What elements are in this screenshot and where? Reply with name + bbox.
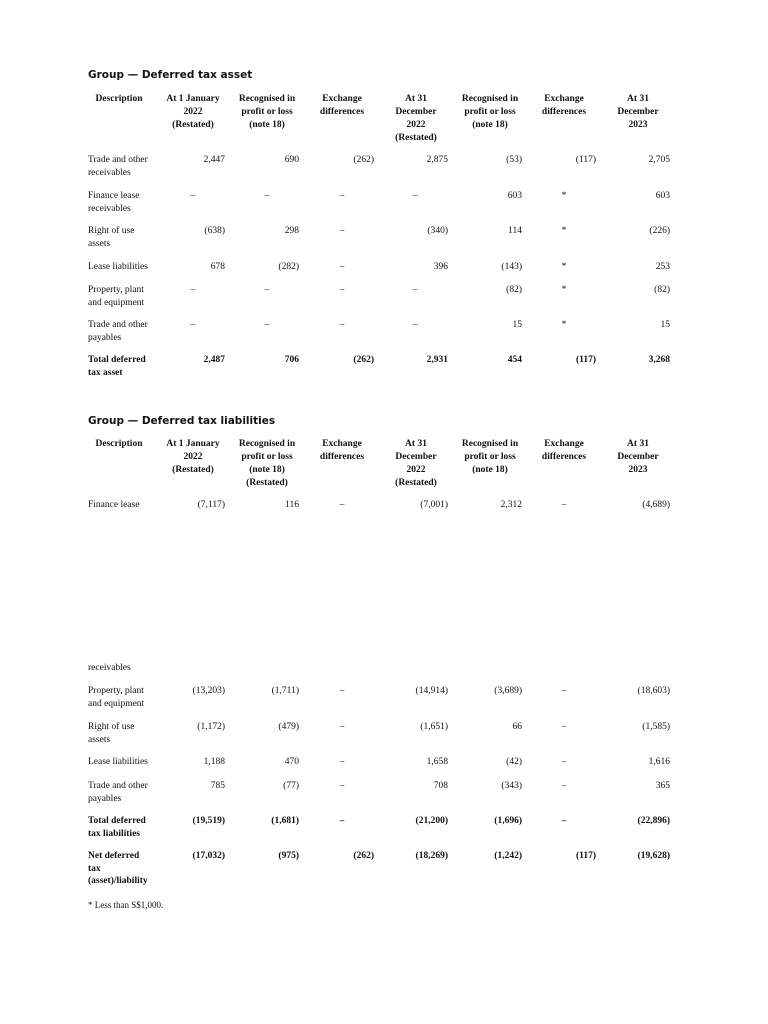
row-label: Total deferred tax liabilities [88, 816, 146, 839]
value-recognised-2022: (1,711) [271, 686, 299, 696]
row-label: Lease liabilities [88, 757, 148, 767]
value-recognised-2023: 15 [512, 320, 522, 330]
value-exchange-2022: – [339, 500, 345, 510]
column-header-exchange-2022: Exchange differences [319, 94, 365, 117]
value-exchange-2023: (117) [575, 355, 596, 365]
value-at-1-january-2022: – [190, 191, 196, 201]
asset-section-title: Group — Deferred tax asset [88, 69, 253, 81]
value-at-1-january-2022: 2,447 [203, 155, 225, 165]
value-at-31-december-2022: (1,651) [420, 722, 448, 732]
column-header-at-31-december-2022: At 31 December 2022 (Restated) [395, 94, 437, 143]
row-label: Net deferred tax (asset)/liability [88, 851, 148, 886]
value-recognised-2023: (3,689) [494, 686, 522, 696]
value-recognised-2022: 298 [284, 226, 299, 236]
value-recognised-2022: (975) [278, 851, 299, 861]
value-recognised-2023: 454 [507, 355, 522, 365]
value-exchange-2023: * [561, 320, 567, 330]
value-at-1-january-2022: 1,188 [203, 757, 225, 767]
value-at-1-january-2022: (19,519) [192, 816, 225, 826]
value-at-31-december-2022: – [412, 191, 418, 201]
column-header-exchange-2022: Exchange differences [319, 439, 365, 462]
value-recognised-2022: 470 [284, 757, 299, 767]
row-label: Finance lease receivables [88, 191, 140, 214]
value-exchange-2022: (262) [353, 851, 374, 861]
row-label-continuation: receivables [88, 663, 131, 673]
column-header-exchange-2023: Exchange differences [541, 439, 587, 462]
value-exchange-2023: – [561, 816, 567, 826]
value-recognised-2022: (1,681) [271, 816, 299, 826]
value-exchange-2022: – [339, 686, 345, 696]
column-header-at-31-december-2023: At 31 December 2023 [617, 439, 659, 475]
value-at-31-december-2022: – [412, 320, 418, 330]
value-recognised-2022: (479) [278, 722, 299, 732]
value-exchange-2022: (262) [353, 155, 374, 165]
value-exchange-2023: (117) [575, 851, 596, 861]
value-exchange-2022: – [339, 757, 345, 767]
column-header-recognised-2023: Recognised in profit or loss (note 18) [461, 94, 519, 130]
value-recognised-2022: 116 [285, 500, 299, 510]
value-at-1-january-2022: 2,487 [203, 355, 225, 365]
column-header-recognised-2022: Recognised in profit or loss (note 18) [238, 94, 296, 130]
value-exchange-2022: – [339, 816, 345, 826]
row-label: Trade and other receivables [88, 155, 148, 178]
value-exchange-2022: – [339, 191, 345, 201]
value-at-1-january-2022: (1,172) [197, 722, 225, 732]
value-exchange-2023: (117) [575, 155, 596, 165]
value-recognised-2022: 690 [284, 155, 299, 165]
row-label: Trade and other payables [88, 781, 148, 804]
value-recognised-2022: – [264, 191, 270, 201]
value-exchange-2023: * [561, 262, 567, 272]
row-label: Property, plant and equipment [88, 285, 145, 308]
value-exchange-2023: – [561, 500, 567, 510]
value-at-31-december-2023: 365 [655, 781, 670, 791]
value-recognised-2023: 114 [508, 226, 522, 236]
value-recognised-2022: 706 [284, 355, 299, 365]
value-at-31-december-2022: (340) [427, 226, 448, 236]
value-exchange-2022: – [339, 722, 345, 732]
column-header-at-31-december-2023: At 31 December 2023 [617, 94, 659, 130]
value-at-31-december-2023: 15 [660, 320, 670, 330]
value-at-31-december-2022: 396 [433, 262, 448, 272]
column-header-at-31-december-2022: At 31 December 2022 (Restated) [395, 439, 437, 488]
row-label: Finance lease [88, 500, 140, 510]
row-label: Lease liabilities [88, 262, 148, 272]
value-exchange-2022: – [339, 285, 345, 295]
value-at-1-january-2022: (638) [204, 226, 225, 236]
value-at-31-december-2022: (7,001) [420, 500, 448, 510]
value-at-1-january-2022: 678 [210, 262, 225, 272]
value-at-31-december-2022: 2,875 [426, 155, 448, 165]
row-label: Trade and other payables [88, 320, 148, 343]
value-at-31-december-2023: (1,585) [642, 722, 670, 732]
value-recognised-2023: (343) [501, 781, 522, 791]
value-at-31-december-2023: (19,628) [637, 851, 670, 861]
value-at-31-december-2023: 253 [655, 262, 670, 272]
value-recognised-2023: 66 [512, 722, 522, 732]
value-at-31-december-2022: 2,931 [426, 355, 448, 365]
value-at-31-december-2022: (18,269) [415, 851, 448, 861]
row-label: Total deferred tax asset [88, 355, 146, 378]
value-at-31-december-2023: 603 [655, 191, 670, 201]
value-exchange-2023: * [561, 191, 567, 201]
value-exchange-2022: – [339, 262, 345, 272]
value-recognised-2023: (1,696) [494, 816, 522, 826]
value-at-31-december-2023: (22,896) [637, 816, 670, 826]
column-header-description: Description [95, 94, 143, 104]
value-at-1-january-2022: – [190, 285, 196, 295]
value-recognised-2023: 603 [507, 191, 522, 201]
value-at-31-december-2023: 1,616 [648, 757, 670, 767]
column-header-recognised-2022: Recognised in profit or loss (note 18) (Restated) [238, 439, 296, 488]
value-exchange-2022: – [339, 226, 345, 236]
column-header-at-1-january-2022: At 1 January 2022 (Restated) [166, 439, 220, 475]
value-exchange-2023: – [561, 757, 567, 767]
value-at-31-december-2023: 2,705 [648, 155, 670, 165]
footnote: * Less than S$1,000. [88, 900, 164, 910]
value-exchange-2023: – [561, 781, 567, 791]
row-label: Property, plant and equipment [88, 686, 145, 709]
value-at-31-december-2022: (14,914) [415, 686, 448, 696]
value-recognised-2023: (82) [506, 285, 522, 295]
value-exchange-2023: * [561, 226, 567, 236]
value-recognised-2023: (1,242) [494, 851, 522, 861]
value-exchange-2022: – [339, 320, 345, 330]
row-label: Right of use assets [88, 722, 135, 745]
value-recognised-2022: (77) [283, 781, 299, 791]
value-at-31-december-2023: (82) [654, 285, 670, 295]
value-exchange-2023: * [561, 285, 567, 295]
column-header-exchange-2023: Exchange differences [541, 94, 587, 117]
column-header-recognised-2023: Recognised in profit or loss (note 18) [461, 439, 519, 475]
value-at-31-december-2022: 708 [433, 781, 448, 791]
value-at-31-december-2022: – [412, 285, 418, 295]
value-at-31-december-2023: 3,268 [648, 355, 670, 365]
column-header-description: Description [95, 439, 143, 449]
value-at-1-january-2022: (17,032) [192, 851, 225, 861]
row-label: Right of use assets [88, 226, 135, 249]
value-exchange-2022: – [339, 781, 345, 791]
value-recognised-2022: – [264, 285, 270, 295]
value-exchange-2023: – [561, 722, 567, 732]
value-exchange-2022: (262) [353, 355, 374, 365]
value-recognised-2023: 2,312 [500, 500, 522, 510]
value-at-1-january-2022: (7,117) [197, 500, 225, 510]
liability-section-title: Group — Deferred tax liabilities [88, 415, 276, 427]
value-at-1-january-2022: – [190, 320, 196, 330]
value-exchange-2023: – [561, 686, 567, 696]
value-at-31-december-2022: 1,658 [426, 757, 448, 767]
value-at-31-december-2022: (21,200) [415, 816, 448, 826]
value-at-1-january-2022: (13,203) [192, 686, 225, 696]
value-at-1-january-2022: 785 [210, 781, 225, 791]
value-recognised-2022: (282) [278, 262, 299, 272]
value-at-31-december-2023: (4,689) [642, 500, 670, 510]
value-recognised-2023: (143) [501, 262, 522, 272]
value-recognised-2023: (42) [506, 757, 522, 767]
value-at-31-december-2023: (226) [649, 226, 670, 236]
value-recognised-2023: (53) [506, 155, 522, 165]
value-at-31-december-2023: (18,603) [637, 686, 670, 696]
value-recognised-2022: – [264, 320, 270, 330]
column-header-at-1-january-2022: At 1 January 2022 (Restated) [166, 94, 220, 130]
